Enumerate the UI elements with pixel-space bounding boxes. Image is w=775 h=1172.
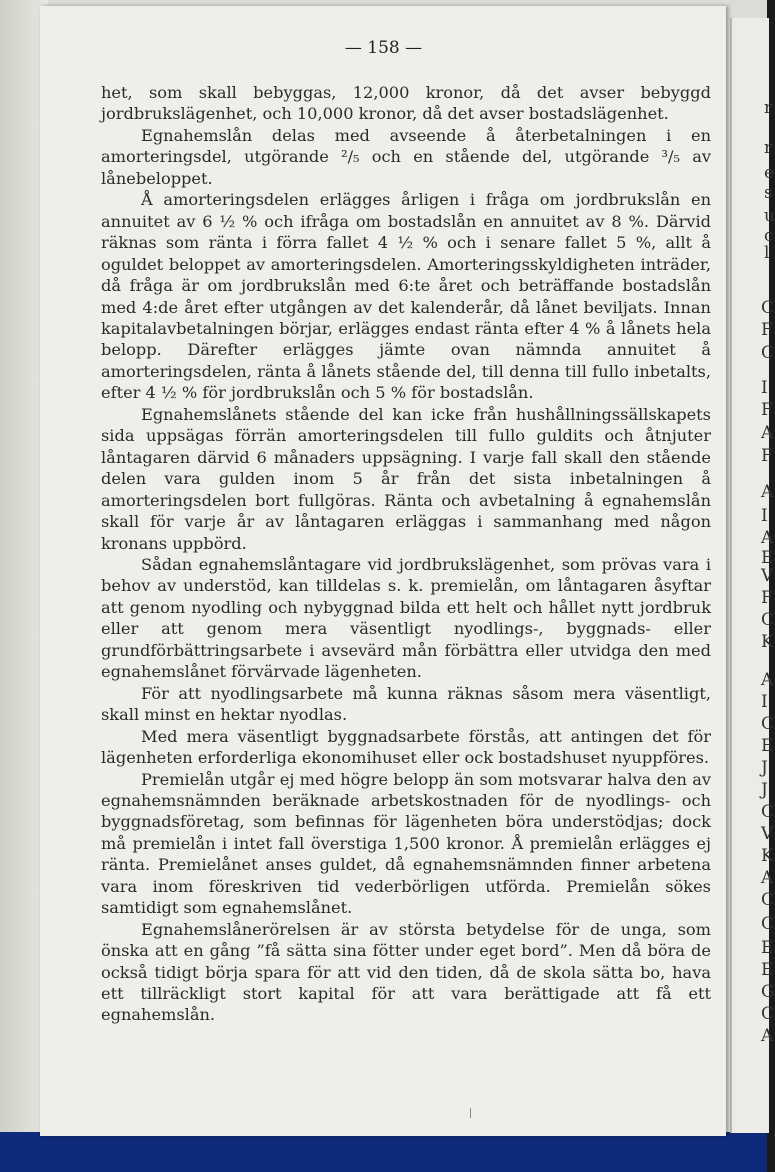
facing-page-letter: c <box>764 226 774 246</box>
paragraph: Egnahemslån delas med avseende å återbetalningen i en amorteringsdel, utgörande ²/₅ och en stående del, utgörande ³/₅ av lånebeloppet. <box>101 125 711 188</box>
paragraph: het, som skall bebyggas, 12,000 kronor, då det avser bebyggd jordbrukslägenhet, och 10,000 kronor, då det avser bostadslägenhet. <box>101 83 711 124</box>
facing-page-letter: r <box>764 98 773 118</box>
facing-page-letter: F <box>761 320 773 340</box>
paragraph: Med mera väsentligt byggnadsarbete förstås, att antingen det för lägenheten erforderliga ekonomihuset eller ock bostadshuset nyuppföres. <box>101 726 711 768</box>
facing-page-letter: I <box>761 506 768 526</box>
facing-page-letter: F <box>761 588 773 608</box>
facing-page-letter: F <box>761 400 773 420</box>
paragraph: Egnahemslånerörelsen är av största betydelse för de unga, som önska att en gång ”få sätta sina fötter under eget bord”. Men då böra de också tidigt börja spara för att vid den tiden, då de skola sätta bo, hava ett tillräckligt stort kapital för att vara berättigade att få ett egnahemslån. <box>101 919 711 1025</box>
page-mark <box>470 1108 471 1118</box>
facing-page-letter: G <box>761 982 775 1002</box>
facing-page-letter: A <box>761 528 774 548</box>
facing-page-letter: u <box>764 206 775 226</box>
facing-page-letter: A <box>761 670 774 690</box>
facing-page-letter: V <box>761 824 774 844</box>
facing-page-letter: C <box>761 343 775 363</box>
facing-page-letter: E <box>761 938 774 958</box>
paragraph: Å amorteringsdelen erlägges årligen i fråga om jordbrukslån en annuitet av 6 ½ % och ifråga om bostadslån en annuitet av 8 %. Därvid räknas som ränta i förra fallet 4 ½ % och i senare fallet 5 %, allt å oguldet beloppet av amorteringsdelen. Amorteringsskyldigheten inträder, då fråga är om jordbrukslån med 6:te året och beträffande bostadslån med 4:de året efter utgången av det kalenderår, då lånet beviljats. Innan kapitalavbetalningen börjar, erlägges endast ränta efter 4 % å lånets hela belopp. Därefter erlägges jämte ovan nämnda annuitet å amorteringsdelen, ränta å lånets stående del, till denna till fullo inbetalts, efter 4 ½ % för jordbrukslån och 5 % för bostadslån. <box>101 190 711 403</box>
paragraph: Premielån utgår ej med högre belopp än som motsvarar halva den av egnahemsnämnden beräknade arbetskostnaden för de nyodlings- och byggnadsföretag, som befinnas för lägenheten böra understödjas; dock må premielån i intet fall överstiga 1,500 kronor. Å premielån erlägges ej ränta. Premielånet anses guldet, då egnahemsnämnden finner arbetena vara inom föreskriven tid vederbörligen utförda. Premielån sökes samtidigt som egnahemslånet. <box>101 769 711 918</box>
facing-page-letter: I <box>761 378 768 398</box>
facing-page-letter: A <box>761 423 774 443</box>
facing-page-letter: C <box>761 1004 775 1024</box>
facing-page-letter: V <box>761 566 774 586</box>
facing-page-letter: A <box>761 868 774 888</box>
facing-page-letter: C <box>761 714 775 734</box>
table-surface <box>0 1132 767 1172</box>
facing-page-letter: F <box>761 446 773 466</box>
facing-page-letter: C <box>761 890 775 910</box>
facing-page-letter: e <box>764 163 775 183</box>
page-number: — 158 — <box>344 38 423 58</box>
facing-page-letter: l <box>764 243 770 263</box>
facing-page-edge <box>730 18 775 1133</box>
facing-page-letter: r <box>764 138 773 158</box>
paragraph: För att nyodlingsarbete må kunna räknas såsom mera väsentligt, skall minst en hektar nyodlas. <box>101 683 711 725</box>
paragraph: Sådan egnahemslåntagare vid jordbrukslägenhet, som prövas vara i behov av understöd, kan tilldelas s. k. premielån, om låntagaren åsyftar att genom nyodling och nybyggnad bilda ett helt och hållet nytt jordbruk eller att genom mera väsentligt nyodlings-, byggnads- eller grundförbättringsarbete i avsevärd mån förbättra eller utvidga den med egnahemslånet förvärvade lägenheten. <box>101 554 711 682</box>
facing-page-letter: K <box>761 846 774 866</box>
facing-page-letter: I <box>761 692 768 712</box>
facing-page-letter: E <box>761 736 774 756</box>
facing-page-letter: C <box>761 610 775 630</box>
facing-page-letter: C <box>761 914 775 934</box>
facing-page-letter: s <box>764 183 773 203</box>
facing-page-letter: A <box>761 1026 774 1046</box>
facing-page-letter: J <box>761 758 768 778</box>
facing-page-letter: C <box>761 802 775 822</box>
facing-page-letter: C <box>761 298 775 318</box>
paragraph: Egnahemslånets stående del kan icke från hushållningssällskapets sida uppsägas förrän amorteringsdelen till fullo guldits och åtnjuter låntagaren därvid 6 månaders uppsägning. I varje fall skall den stående delen vara gulden inom 5 år från det sista inbetalningen å amorteringsdelen bort fullgöras. Ränta och avbetalning å egnahemslån skall för varje år av låntagaren erläggas i sammanhang med någon kronans uppbörd. <box>101 404 711 553</box>
facing-page-letter: E <box>761 960 774 980</box>
facing-page-letter: E <box>761 548 774 568</box>
page-body <box>101 82 711 1026</box>
facing-page-letter: K <box>761 632 774 652</box>
facing-page-letter: J <box>761 780 768 800</box>
facing-page-letter: A <box>761 482 774 502</box>
